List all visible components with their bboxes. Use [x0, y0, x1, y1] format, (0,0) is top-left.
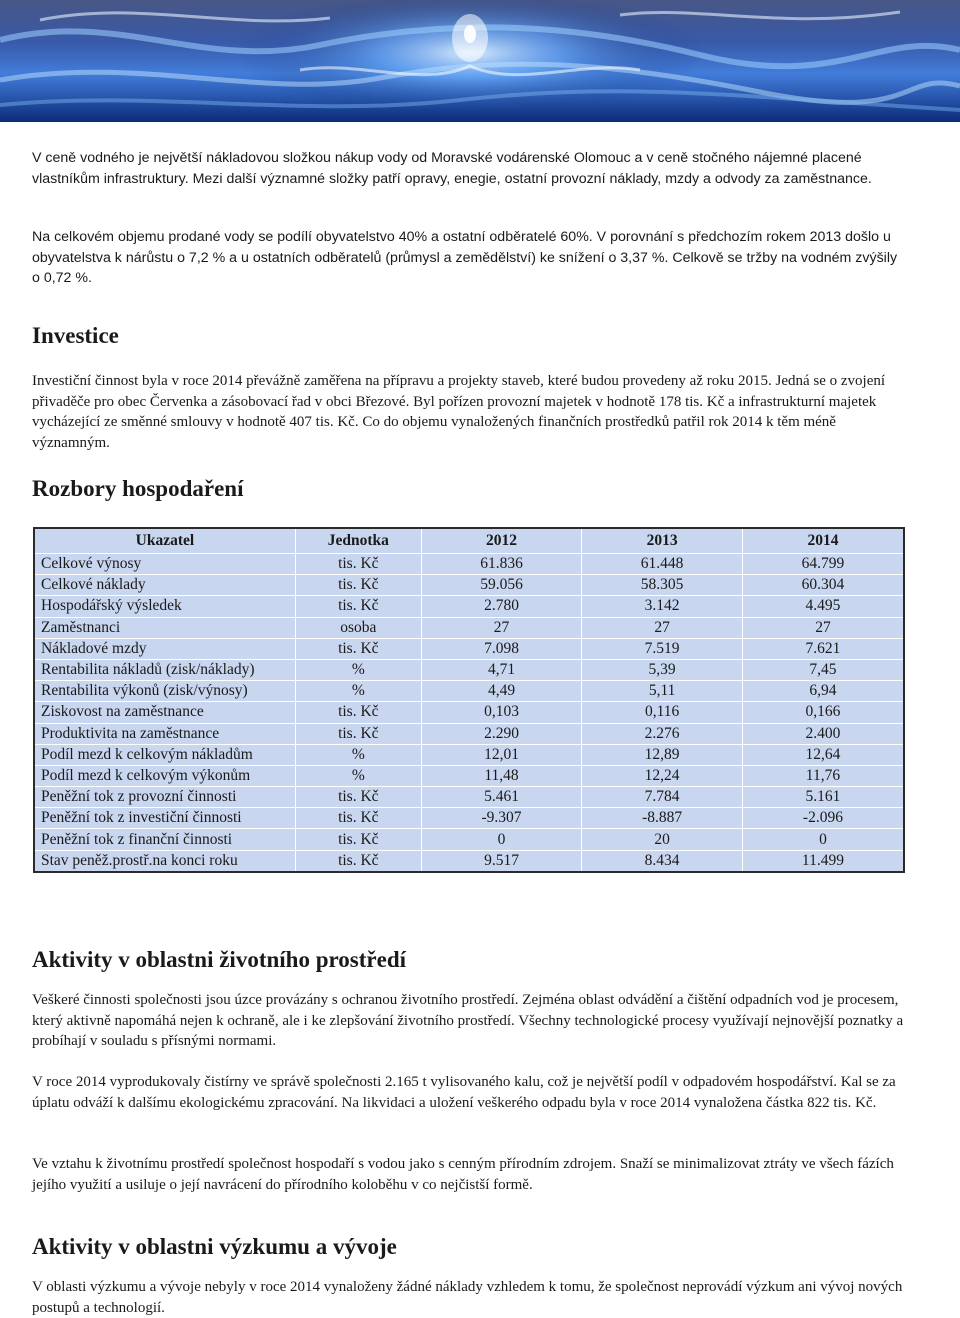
value-cell: 12,01: [421, 744, 582, 765]
value-cell: 9.517: [421, 850, 582, 872]
value-cell: 5.461: [421, 787, 582, 808]
table-row: [34, 765, 904, 786]
value-cell: 8.434: [582, 850, 743, 872]
value-cell: %: [295, 659, 421, 680]
value-cell: tis. Kč: [295, 596, 421, 617]
table-row: [34, 744, 904, 765]
value-cell: osoba: [295, 617, 421, 638]
value-cell: 12,64: [742, 744, 904, 765]
value-cell: 7.784: [582, 787, 743, 808]
value-cell: 12,24: [582, 765, 743, 786]
value-cell: 2.290: [421, 723, 582, 744]
table-body: [34, 554, 904, 872]
table-row: [34, 596, 904, 617]
value-cell: 0,166: [742, 702, 904, 723]
table-row: [34, 638, 904, 659]
row-label-cell: Peněžní tok z provozní činnosti: [34, 787, 295, 808]
value-cell: 7.519: [582, 638, 743, 659]
table-row: [34, 702, 904, 723]
value-cell: 12,89: [582, 744, 743, 765]
value-cell: tis. Kč: [295, 787, 421, 808]
value-cell: 2.400: [742, 723, 904, 744]
vyzkum-paragraph: V oblasti výzkumu a vývoje nebyly v roce 2014 vynaloženy žádné náklady vzhledem k tomu, že společnost neprovádí výzkum ani vývoj nových postupů a technologií.: [32, 1279, 903, 1316]
value-cell: 6,94: [742, 681, 904, 702]
intro-paragraph-2: Na celkovém objemu prodané vody se podílí obyvatelstvo 40% a ostatní odběratelé 60%. V porovnání s předchozím rokem 2013 došlo u obyvatelstva k nárůstu o 7,2 % a u ostatních odběratelů (průmysl a zemědělství) ke snížení o 3,37 %. Celkově se tržby na vodném zvýšily o 0,72 %.: [32, 229, 898, 286]
value-cell: 0,116: [582, 702, 743, 723]
value-cell: tis. Kč: [295, 702, 421, 723]
investice-paragraph: Investiční činnost byla v roce 2014 převážně zaměřena na přípravu a projekty staveb, které budou provedeny až roku 2015. Jedná se o zvojení přivaděče pro obec Červenka a zásobovací řad v obci Březové. Byl pořízen provozní majetek v hodnotě 178 tis. Kč a infrastrukturní majetek vycházející ze směnné smlouvy v hodnotě 407 tis. Kč. Co do objemu vynaložených finančních prostředků patřil rok 2014 k těm méně významným.: [32, 373, 886, 451]
value-cell: 4.495: [742, 596, 904, 617]
value-cell: 64.799: [742, 554, 904, 575]
economic-indicators-table: [33, 527, 905, 873]
table-row: [34, 554, 904, 575]
value-cell: 5,39: [582, 659, 743, 680]
value-cell: 59.056: [421, 575, 582, 596]
value-cell: 0: [421, 829, 582, 850]
value-cell: 27: [421, 617, 582, 638]
value-cell: 5.161: [742, 787, 904, 808]
table-row: [34, 617, 904, 638]
value-cell: %: [295, 744, 421, 765]
value-cell: tis. Kč: [295, 829, 421, 850]
zivotni-paragraph-1: Veškeré činnosti společnosti jsou úzce provázány s ochranou životního prostředí. Zejména oblast odvádění a čištění odpadních vod je procesem, který aktivně napomáhá nejen k ochraně, ale i ke zlepšování životního prostředí. Všechny technologické procesy využívají nejnovější poznatky a probíhají v souladu s přísnými normami.: [32, 992, 904, 1049]
section-heading-zivotni-prostredi: Aktivity v oblastni životního prostředí: [32, 947, 406, 972]
table-row: [34, 787, 904, 808]
table-row: [34, 850, 904, 872]
row-label-cell: Celkové výnosy: [34, 554, 295, 575]
column-header: Jednotka: [295, 528, 421, 554]
section-heading-vyzkum: Aktivity v oblastni výzkumu a vývoje: [32, 1234, 397, 1259]
header-banner-image: [0, 0, 960, 122]
section-heading-investice: Investice: [32, 323, 119, 348]
value-cell: %: [295, 765, 421, 786]
row-label-cell: Rentabilita výkonů (zisk/výnosy): [34, 681, 295, 702]
value-cell: 4,71: [421, 659, 582, 680]
water-drop-icon: [0, 0, 960, 122]
row-label-cell: Hospodářský výsledek: [34, 596, 295, 617]
value-cell: tis. Kč: [295, 808, 421, 829]
row-label-cell: Rentabilita nákladů (zisk/náklady): [34, 659, 295, 680]
table-row: [34, 681, 904, 702]
value-cell: 0,103: [421, 702, 582, 723]
table-row: [34, 575, 904, 596]
value-cell: tis. Kč: [295, 723, 421, 744]
value-cell: 2.780: [421, 596, 582, 617]
zivotni-paragraph-3: Ve vztahu k životnímu prostředí společnost hospodaří s vodou jako s cenným přírodním zdrojem. Snaží se minimalizovat ztráty ve všech fázích jejího využití a usiluje o její navrácení do přírodního koloběhu v co nejčistší formě.: [32, 1156, 894, 1193]
value-cell: 61.448: [582, 554, 743, 575]
value-cell: 7.098: [421, 638, 582, 659]
section-heading-rozbory: Rozbory hospodaření: [32, 476, 244, 501]
value-cell: 27: [582, 617, 743, 638]
value-cell: 61.836: [421, 554, 582, 575]
row-label-cell: Peněžní tok z investiční činnosti: [34, 808, 295, 829]
value-cell: 27: [742, 617, 904, 638]
row-label-cell: Ziskovost na zaměstnance: [34, 702, 295, 723]
value-cell: %: [295, 681, 421, 702]
value-cell: 60.304: [742, 575, 904, 596]
row-label-cell: Podíl mezd k celkovým nákladům: [34, 744, 295, 765]
row-label-cell: Produktivita na zaměstnance: [34, 723, 295, 744]
column-header: 2013: [582, 528, 743, 554]
value-cell: 4,49: [421, 681, 582, 702]
row-label-cell: Zaměstnanci: [34, 617, 295, 638]
column-header: 2012: [421, 528, 582, 554]
value-cell: -2.096: [742, 808, 904, 829]
row-label-cell: Stav peněž.prostř.na konci roku: [34, 850, 295, 872]
value-cell: tis. Kč: [295, 850, 421, 872]
column-header: Ukazatel: [34, 528, 295, 554]
value-cell: 11,48: [421, 765, 582, 786]
table-header-row: [34, 528, 904, 554]
value-cell: 3.142: [582, 596, 743, 617]
value-cell: 2.276: [582, 723, 743, 744]
value-cell: 11,76: [742, 765, 904, 786]
value-cell: 5,11: [582, 681, 743, 702]
row-label-cell: Peněžní tok z finanční činnosti: [34, 829, 295, 850]
value-cell: tis. Kč: [295, 638, 421, 659]
value-cell: 0: [742, 829, 904, 850]
column-header: 2014: [742, 528, 904, 554]
value-cell: 7,45: [742, 659, 904, 680]
value-cell: 20: [582, 829, 743, 850]
value-cell: 7.621: [742, 638, 904, 659]
row-label-cell: Nákladové mzdy: [34, 638, 295, 659]
table-row: [34, 808, 904, 829]
table-row: [34, 829, 904, 850]
table-row: [34, 723, 904, 744]
value-cell: tis. Kč: [295, 554, 421, 575]
table-row: [34, 659, 904, 680]
value-cell: tis. Kč: [295, 575, 421, 596]
value-cell: -8.887: [582, 808, 743, 829]
value-cell: 58.305: [582, 575, 743, 596]
row-label-cell: Celkové náklady: [34, 575, 295, 596]
value-cell: 11.499: [742, 850, 904, 872]
zivotni-paragraph-2: V roce 2014 vyprodukovaly čistírny ve správě společnosti 2.165 t vylisovaného kalu, což je největší podíl v odpadovém hospodářství. Kal se za úplatu odváží k dalšímu ekologickému zpracování. Na likvidaci a uložení veškerého odpadu byla v roce 2014 vynaložena částka 822 tis. Kč.: [32, 1074, 896, 1111]
intro-paragraph-1: V ceně vodného je největší nákladovou složkou nákup vody od Moravské vodárenské Olomouc a v ceně stočného nájemné placené vlastníkům infrastruktury. Mezi další významné složky patří opravy, enegie, ostatní provozní náklady, mzdy a odvody za zaměstnance.: [32, 150, 872, 187]
row-label-cell: Podíl mezd k celkovým výkonům: [34, 765, 295, 786]
value-cell: -9.307: [421, 808, 582, 829]
